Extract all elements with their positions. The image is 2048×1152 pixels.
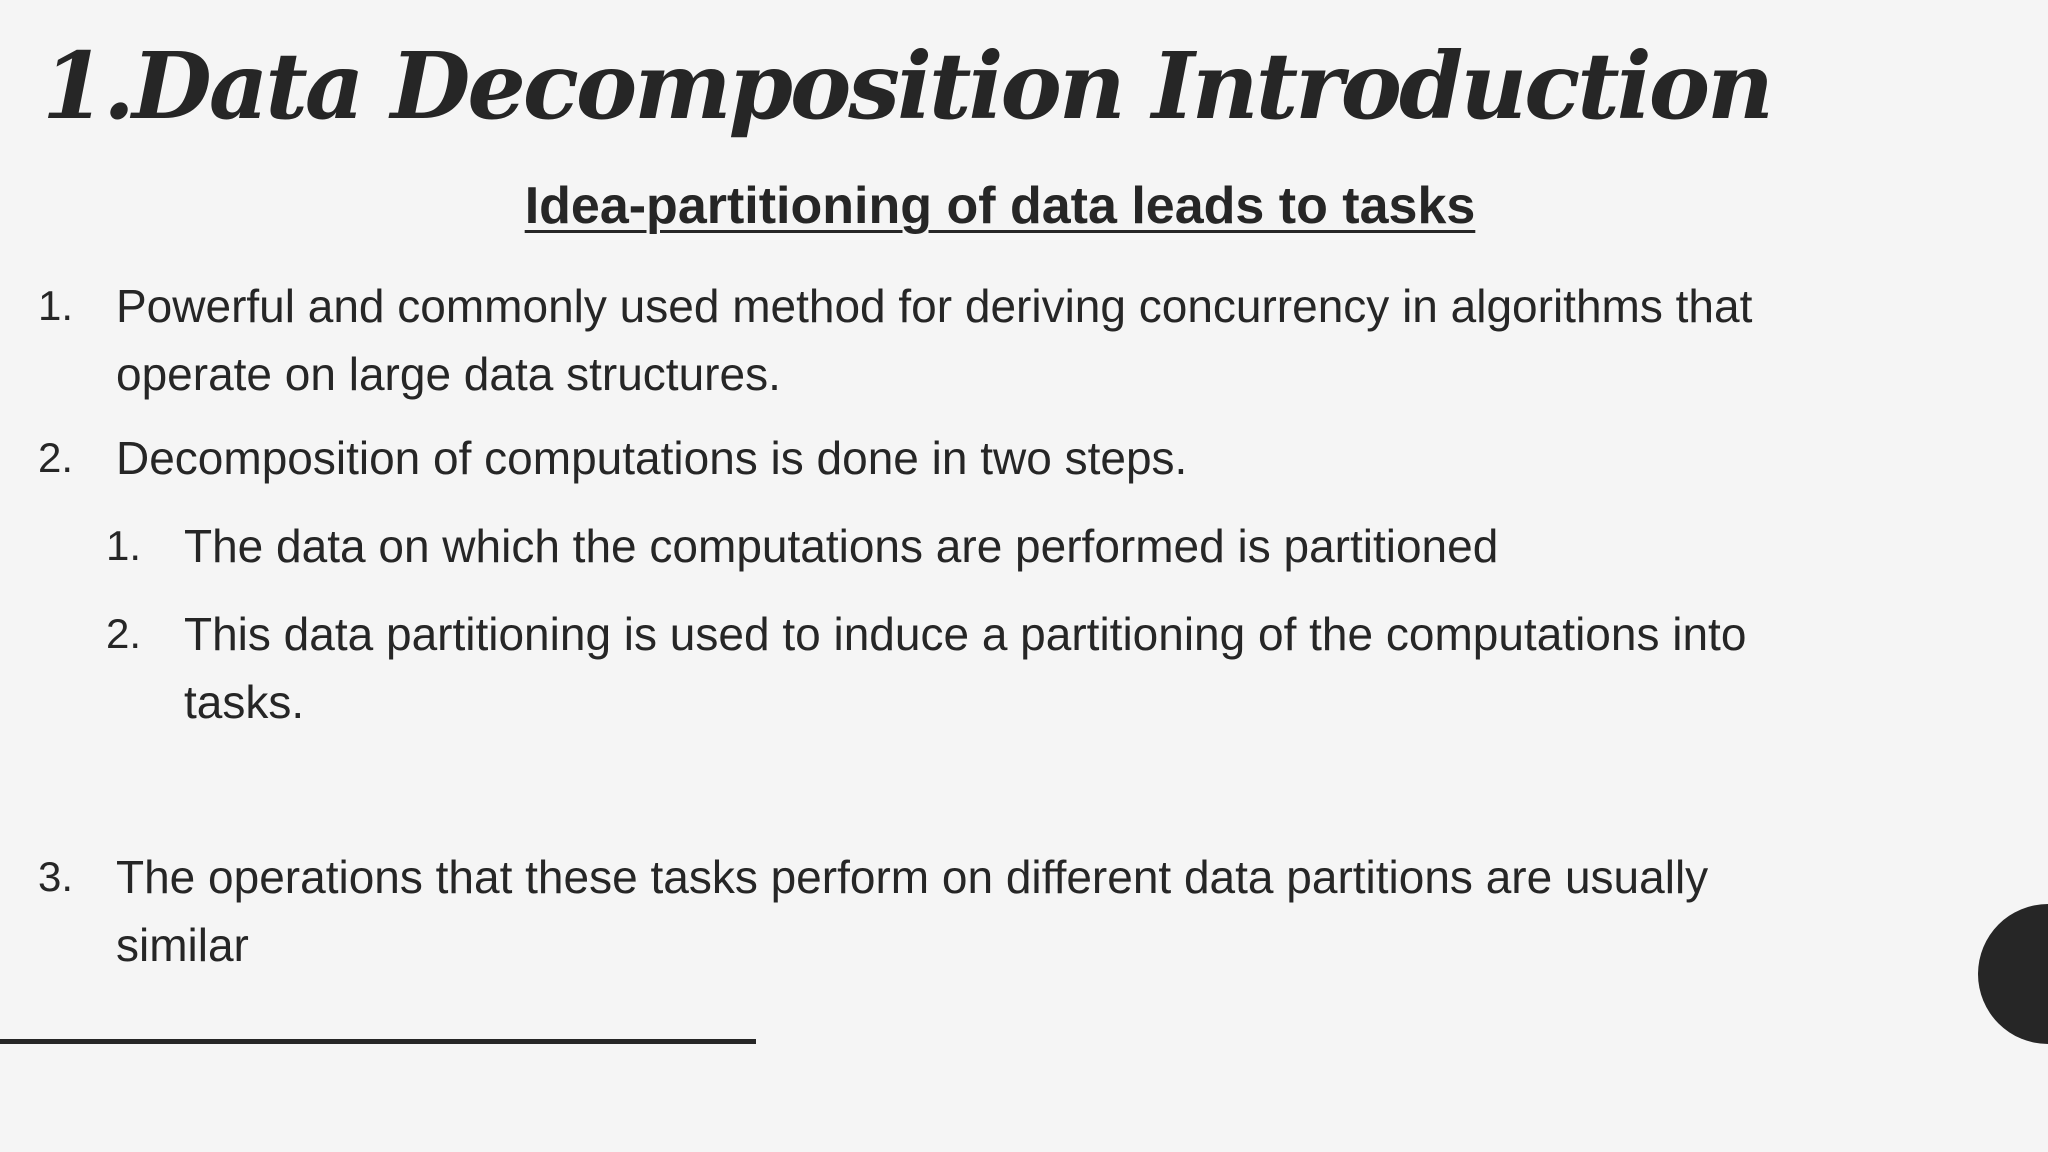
decorative-circle xyxy=(1978,904,2048,1044)
list-item-text: Powerful and commonly used method for deriving concurrency in algorithms that operate on large data structures. xyxy=(116,280,1753,400)
divider-line xyxy=(0,1039,756,1044)
list-item-text: Decomposition of computations is done in two steps. xyxy=(116,432,1188,484)
slide-title: 1.Data Decomposition Introduction xyxy=(42,32,1771,140)
sub-list-item-text: This data partitioning is used to induce a partitioning of the computations into tasks. xyxy=(184,608,1747,728)
list-item-number: 3. xyxy=(38,853,74,900)
list-item-number: 1. xyxy=(38,282,74,329)
list-item-1 xyxy=(38,272,1838,408)
sub-list-item-number: 2. xyxy=(106,610,142,657)
sub-list-item-1 xyxy=(106,512,1846,580)
list-item-3 xyxy=(38,843,1838,979)
sub-list-item-text: The data on which the computations are performed is partitioned xyxy=(184,520,1499,572)
sub-list-item-number: 1. xyxy=(106,522,142,569)
slide-subtitle: Idea-partitioning of data leads to tasks xyxy=(524,177,1476,235)
sub-list-item-2 xyxy=(106,600,1846,736)
list-item-text: The operations that these tasks perform on different data partitions are usually similar xyxy=(116,851,1709,971)
list-item-2 xyxy=(38,424,1838,492)
list-item-number: 2. xyxy=(38,434,74,481)
